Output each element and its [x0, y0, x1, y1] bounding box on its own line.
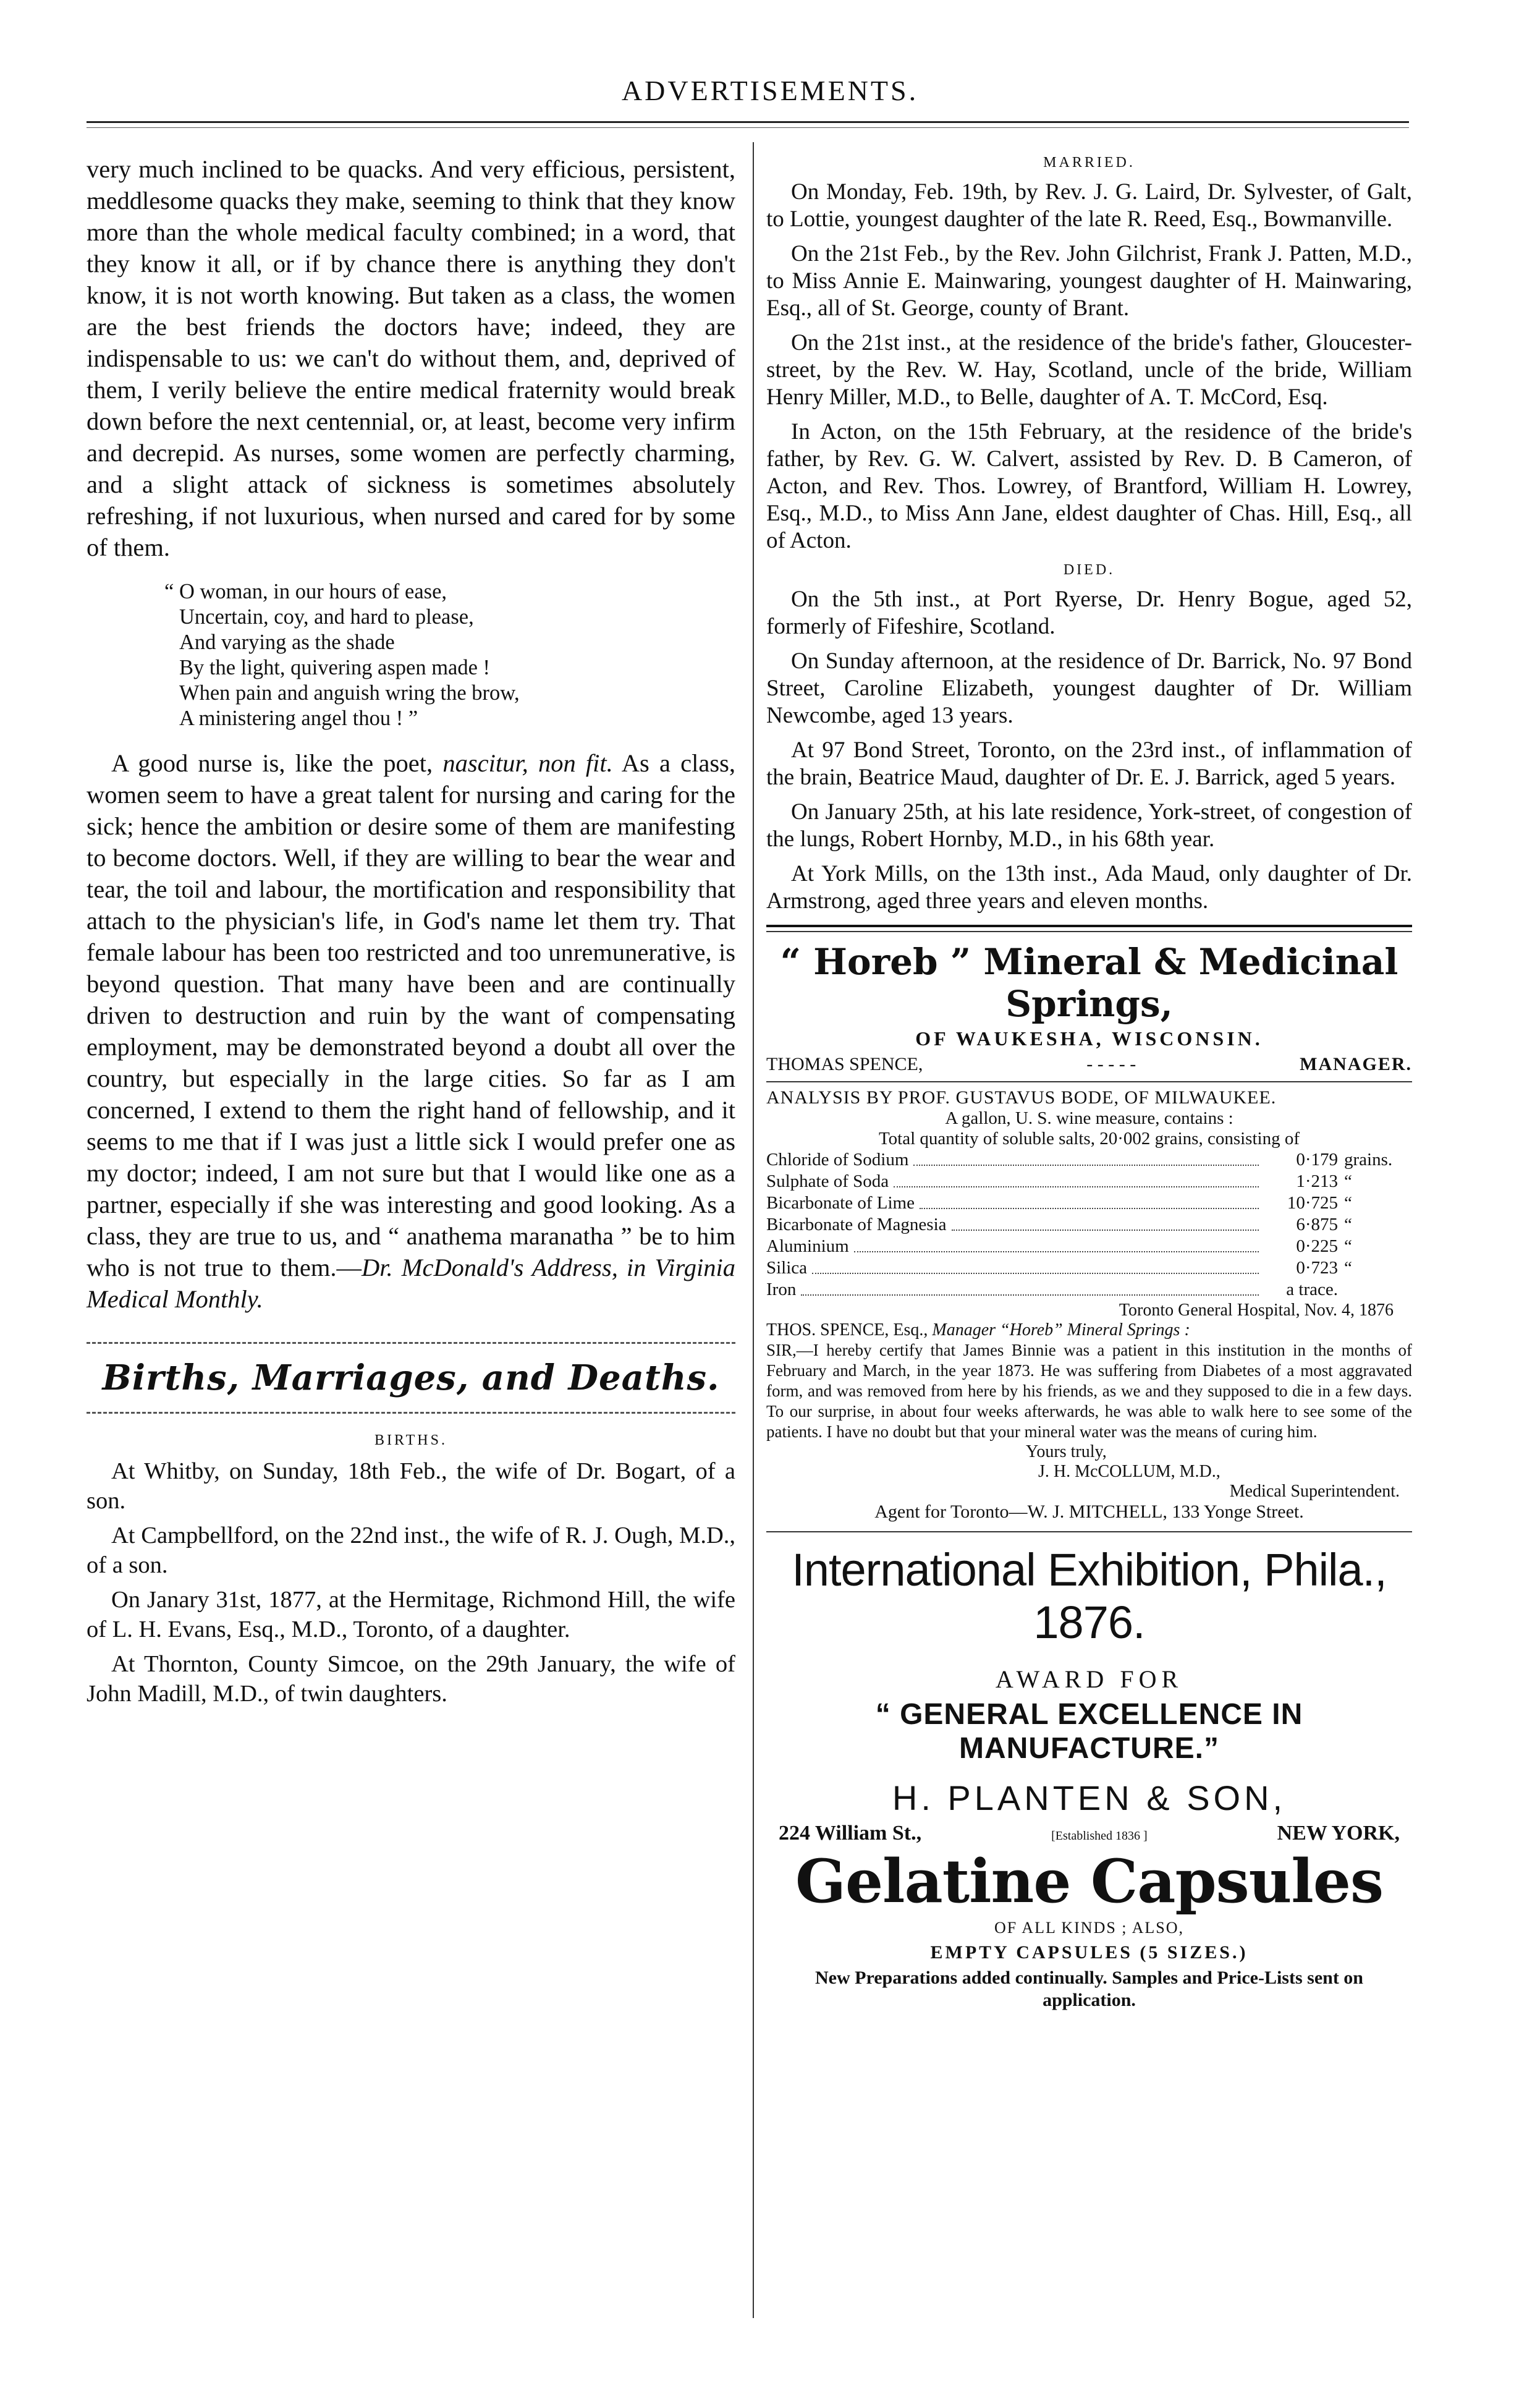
births-heading: BIRTHS. — [374, 1432, 447, 1448]
died-entry: On January 25th, at his late residence, York-street, of congestion of the lungs, Robert Hornby, M.D., in his 68th year. — [766, 799, 1412, 852]
mineral-unit: grains. — [1344, 1150, 1393, 1170]
mineral-value: 0·179 — [1296, 1150, 1338, 1170]
mineral-name: Aluminium — [766, 1236, 849, 1256]
planten-advert — [766, 1544, 1412, 2011]
horeb-analysis: ANALYSIS BY PROF. GUSTAVUS BODE, OF MILWAUKEE. — [766, 1087, 1277, 1108]
firm-name: H. PLANTEN & SON, — [892, 1778, 1287, 1817]
table-row — [766, 1257, 1412, 1279]
article-paragraph-2 — [87, 747, 735, 1315]
mineral-value: 1·213 — [1296, 1171, 1338, 1191]
birth-entry: At Whitby, on Sunday, 18th Feb., the wife of Dr. Bogart, of a son. — [87, 1458, 735, 1514]
mineral-value: a trace. — [1286, 1280, 1338, 1299]
para2-body: As a class, women seem to have a great talent for nursing and caring for the sick; hence the ambition or desire some of them are manifesting to become doctors. Well, if they are willing to bear the wear and tear, the toil and labour, the mortification and responsibility that attach to the physician's life, in God's name let them try. That female labour has been too restricted and too unremunerative, is beyond question. That many have been and are continually driven to destruction and ruin by the want of compensating employment, may be demonstrated beyond a doubt all over the country, but especially in the large cities. So far as I am concerned, I extend to them the right hand of fellowship, and it seems to me that if I was just a little sick I would prefer one as my doctor; indeed, I am not sure but that I would like one as a partner, especially if she was interesting and good looking. As a class, they are true to us, and “ anathema maranatha ” be to him who is not true to them.— — [87, 749, 736, 1281]
birth-entry: At Thornton, County Simcoe, on the 29th January, the wife of John Madill, M.D., of twin daughters. — [87, 1651, 735, 1707]
latin-phrase: nascitur, non fit. — [442, 749, 613, 777]
mineral-unit: “ — [1344, 1258, 1352, 1278]
mineral-unit: “ — [1344, 1171, 1352, 1191]
table-row — [766, 1171, 1412, 1192]
mineral-unit: “ — [1344, 1215, 1352, 1234]
advert-rule-thin — [766, 931, 1412, 932]
poem — [164, 579, 735, 731]
letter-signer-role: Medical Superintendent. — [1229, 1482, 1400, 1501]
right-column — [766, 153, 1412, 2011]
letter-addressee — [766, 1320, 1412, 1340]
mineral-name: Silica — [766, 1258, 808, 1278]
mineral-analysis-table — [766, 1149, 1412, 1301]
firm-address — [766, 1822, 1412, 1845]
birth-entry: On Janary 31st, 1877, at the Hermitage, Richmond Hill, the wife of L. H. Evans, Esq., M.D., Toronto, of a daughter. — [87, 1587, 735, 1642]
firm-city: NEW YORK, — [1277, 1822, 1400, 1845]
article-source: Dr. McDonald's Address, in Virginia Medical Monthly. — [87, 1254, 735, 1313]
testimonial-letter: SIR,—I hereby certify that James Binnie was a patient in this institution in the months of February and March, in the year 1873. He was suffering from Diabetes of a most aggravated form, and was removed from here by his friends, as we and they supposed to die in a few days. To our surprise, in about four weeks afterwards, he was able to walk here to see some of the patients. I have no doubt but that your mineral water was the means of curing him. — [766, 1341, 1412, 1441]
horeb-owner: THOMAS SPENCE, — [766, 1054, 923, 1074]
product-kinds: OF ALL KINDS ; ALSO, — [994, 1919, 1184, 1937]
article-text — [87, 153, 735, 563]
horeb-location: OF WAUKESHA, WISCONSIN. — [915, 1027, 1263, 1050]
section-rule — [87, 1412, 735, 1414]
table-row — [766, 1149, 1412, 1171]
letter-closing: Yours truly, — [1026, 1442, 1107, 1461]
poem-line: “ O woman, in our hours of ease, — [164, 580, 447, 603]
column-divider — [753, 142, 754, 2318]
birth-entry: At Campbellford, on the 22nd inst., the wife of R. J. Ough, M.D., of a son. — [87, 1523, 735, 1578]
poem-line: When pain and anguish wring the brow, — [179, 681, 520, 705]
header-rule — [87, 121, 1409, 123]
advert-rule — [766, 925, 1412, 927]
section-title: Births, Marriages, and Deaths. — [102, 1357, 720, 1398]
horeb-title: “ Horeb ” Mineral & Medicinal Springs, — [780, 941, 1398, 1025]
left-column — [87, 153, 735, 1714]
addressee-name: THOS. SPENCE, Esq., — [766, 1320, 928, 1340]
died-entry: At 97 Bond Street, Toronto, on the 23rd inst., of inflammation of the brain, Beatrice Maud, daughter of Dr. E. J. Barrick, aged 5 years. — [766, 737, 1412, 790]
mineral-value: 10·725 — [1287, 1193, 1338, 1213]
horeb-rule — [766, 1081, 1412, 1082]
table-row — [766, 1279, 1412, 1301]
exhibition-title: International Exhibition, Phila., 1876. — [792, 1544, 1387, 1648]
mineral-value: 0·723 — [1296, 1258, 1338, 1278]
mineral-unit: “ — [1344, 1236, 1352, 1256]
horeb-total: Total quantity of soluble salts, 20·002 grains, consisting of — [878, 1129, 1300, 1149]
horeb-gallon: A gallon, U. S. wine measure, contains : — [945, 1108, 1233, 1128]
firm-established: [Established 1836 ] — [1051, 1829, 1148, 1843]
mineral-name: Bicarbonate of Lime — [766, 1193, 915, 1213]
product-name: Gelatine Capsules — [795, 1846, 1383, 1916]
died-entry: At York Mills, on the 13th inst., Ada Maud, only daughter of Dr. Armstrong, aged three years and eleven months. — [766, 861, 1412, 914]
header-rule-thin — [87, 127, 1409, 128]
married-entry: On the 21st inst., at the residence of the bride's father, Gloucester-street, by the Rev. W. Hay, Scotland, uncle of the bride, William Henry Miller, M.D., to Belle, daughter of A. T. McCord, Esq. — [766, 330, 1412, 410]
mineral-name: Sulphate of Soda — [766, 1171, 889, 1191]
firm-street: 224 William St., — [779, 1822, 922, 1845]
married-entry: On Monday, Feb. 19th, by Rev. J. G. Laird, Dr. Sylvester, of Galt, to Lottie, youngest daughter of the late R. Reed, Esq., Bowmanville. — [766, 179, 1412, 232]
letter-signer: J. H. McCOLLUM, M.D., — [1038, 1462, 1221, 1481]
married-entry: In Acton, on the 15th February, at the residence of the bride's father, by Rev. G. W. Calvert, assisted by Rev. D. B Cameron, of Acton, and Rev. Thos. Lowrey, of Brantford, William H. Lowrey, Esq., M.D., to Miss Ann Jane, eldest daughter of Chas. Hill, Esq., all of Acton. — [766, 419, 1412, 553]
horeb-advert — [766, 941, 1412, 1523]
section-rule — [87, 1342, 735, 1344]
table-row — [766, 1192, 1412, 1214]
advert-separator — [766, 1531, 1412, 1532]
table-row — [766, 1236, 1412, 1257]
mineral-name: Chloride of Sodium — [766, 1150, 909, 1170]
table-row — [766, 1214, 1412, 1236]
mineral-unit — [1338, 1279, 1412, 1301]
poem-line: By the light, quivering aspen made ! — [179, 656, 491, 679]
page-header: ADVERTISEMENTS. — [621, 75, 919, 106]
married-entry: On the 21st Feb., by the Rev. John Gilchrist, Frank J. Patten, M.D., to Miss Annie E. Mainwaring, youngest daughter of H. Mainwaring, Esq., all of St. George, county of Brant. — [766, 241, 1412, 321]
addressee-role: Manager “Horeb” Mineral Springs : — [932, 1320, 1190, 1340]
hospital-line: Toronto General Hospital, Nov. 4, 1876 — [1119, 1301, 1394, 1320]
horeb-agent: Agent for Toronto—W. J. MITCHELL, 133 Yonge Street. — [874, 1501, 1304, 1522]
article-paragraph-1: very much inclined to be quacks. And very efficious, persistent, meddlesome quacks they make, seeming to think that they know more than the whole medical faculty combined; in a word, that they know it all, or if by chance there is anything they don't know, it is not worth knowing. But taken as a class, the women are the best friends the doctors have; indeed, they are indispensable to us: we can't do without them, and, deprived of them, I verily believe the entire medical fraternity would break down before the next centennial, or, at least, become very infirm and decrepid. As nurses, some women are perfectly charming, and a slight attack of sickness is sometimes absolutely refreshing, if not luxurious, when nursed and cared for by some of them. — [87, 155, 735, 561]
died-entry: On the 5th inst., at Port Ryerse, Dr. Henry Bogue, aged 52, formerly of Fifeshire, Scotland. — [766, 587, 1412, 639]
product-note: New Preparations added continually. Samples and Price-Lists sent on application. — [814, 1968, 1363, 2010]
para2-lead: A good nurse is, like the poet, — [111, 749, 433, 777]
horeb-owner-line — [766, 1054, 1412, 1075]
poem-line: A ministering angel thou ! ” — [179, 707, 418, 730]
mineral-unit: “ — [1344, 1193, 1352, 1213]
award-category: “ GENERAL EXCELLENCE IN MANUFACTURE.” — [875, 1698, 1303, 1765]
product-empty-capsules: EMPTY CAPSULES (5 SIZES.) — [930, 1942, 1248, 1963]
award-line: AWARD FOR — [995, 1665, 1183, 1693]
married-heading: MARRIED. — [1043, 155, 1135, 171]
mineral-value: 0·225 — [1296, 1236, 1338, 1256]
horeb-owner-dashes: - - - - - — [1086, 1054, 1136, 1074]
died-heading: DIED. — [1063, 562, 1115, 578]
mineral-name: Iron — [766, 1280, 797, 1299]
mineral-name: Bicarbonate of Magnesia — [766, 1215, 947, 1234]
poem-line: And varying as the shade — [179, 631, 395, 654]
horeb-owner-role: MANAGER. — [1300, 1054, 1412, 1074]
poem-line: Uncertain, coy, and hard to please, — [179, 605, 474, 629]
mineral-value: 6·875 — [1296, 1215, 1338, 1234]
article-text-continued — [87, 747, 735, 1315]
died-entry: On Sunday afternoon, at the residence of Dr. Barrick, No. 97 Bond Street, Caroline Elizabeth, youngest daughter of Dr. William Newcombe, aged 13 years. — [766, 648, 1412, 728]
